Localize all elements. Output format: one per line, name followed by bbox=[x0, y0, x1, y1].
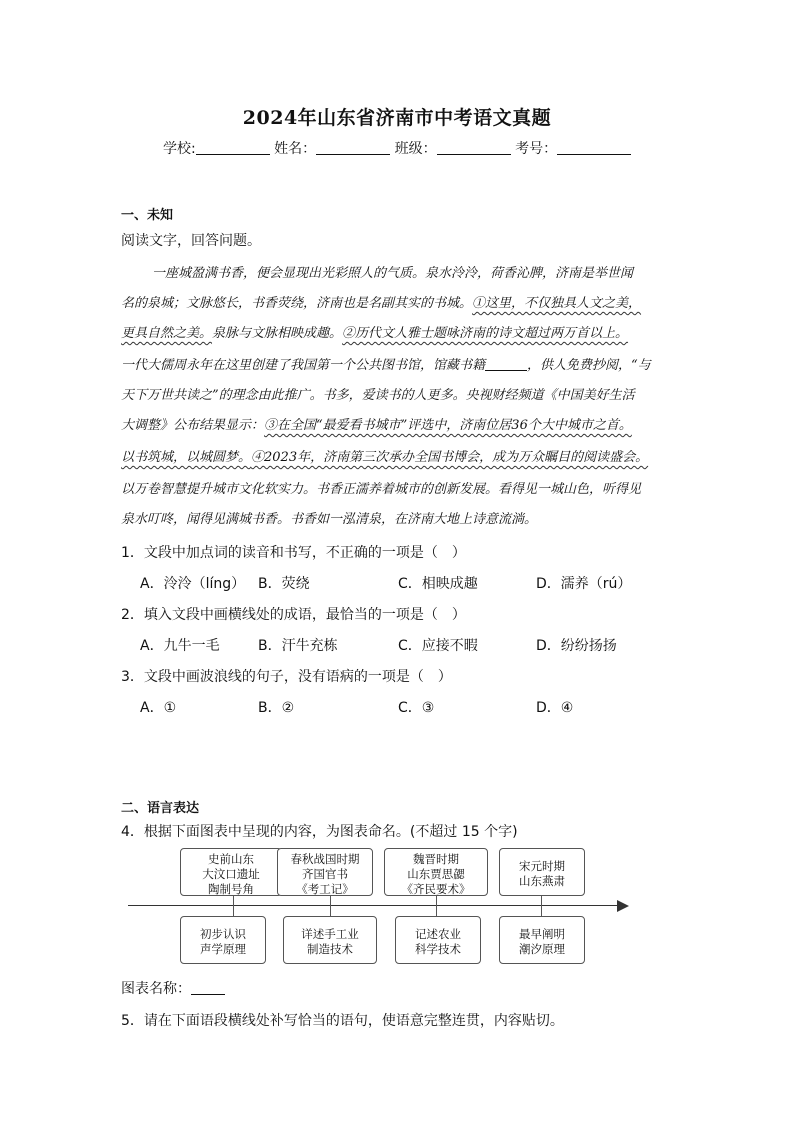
page-title: 2024年山东省济南市中考语文真题 bbox=[242, 107, 552, 129]
name-label: 姓名： bbox=[274, 141, 317, 157]
q3-option-c[interactable]: C．③ bbox=[398, 700, 435, 716]
passage-line-5: 天下万世共读之”的理念由此推广。书多，爱读书的人更多。央视财经频道《中国美好生活 bbox=[121, 388, 635, 403]
passage-text: 一代大儒周永年在这里创建了我国第一个公共图书馆，馆藏书籍 bbox=[121, 358, 486, 373]
question-1: 1．文段中加点词的读音和书写，不正确的一项是（ ） bbox=[121, 545, 466, 561]
passage-line-1: 一座城盈满书香，便会显现出光彩照人的气质。泉水泠泠，荷香沁脾，济南是举世闻 bbox=[152, 266, 634, 281]
timeline-bottom-box-1 bbox=[180, 916, 266, 964]
passage-line-3 bbox=[121, 322, 628, 341]
q2-option-c[interactable]: C．应接不暇 bbox=[398, 638, 478, 654]
chart-name-label: 图表名称： bbox=[121, 981, 191, 997]
timeline-arrow-icon bbox=[617, 900, 629, 912]
wavy-sentence-2: ②历代文人雅士题咏济南的诗文超过两万首以上。 bbox=[342, 326, 629, 341]
wavy-sentence-1-cont: 更具自然之美。 bbox=[121, 326, 213, 341]
timeline-top-box-4 bbox=[499, 848, 585, 896]
connector bbox=[233, 895, 234, 917]
box-line: 详述手工业 bbox=[301, 927, 359, 941]
passage-line-2 bbox=[121, 292, 641, 311]
box-line: 潮汐原理 bbox=[519, 942, 565, 956]
connector bbox=[541, 895, 542, 917]
timeline-axis bbox=[128, 905, 618, 906]
box-line: 魏晋时期 bbox=[413, 852, 459, 866]
timeline-top-box-1 bbox=[180, 848, 282, 896]
chart-name-row bbox=[121, 978, 225, 998]
section-heading-1: 一、未知 bbox=[121, 208, 174, 223]
class-label: 班级： bbox=[394, 141, 437, 157]
q3-option-a[interactable]: A．① bbox=[140, 700, 177, 716]
box-line: 大汶口遗址 bbox=[202, 867, 260, 881]
q2-option-b[interactable]: B．汗牛充栋 bbox=[258, 638, 338, 654]
idiom-blank[interactable] bbox=[485, 358, 527, 371]
passage-text: ，供人免费抄阅，“与 bbox=[527, 358, 651, 373]
box-line: 《齐民要术》 bbox=[401, 882, 471, 896]
connector bbox=[436, 895, 437, 917]
timeline-bottom-box-4 bbox=[499, 916, 585, 964]
passage-line-6 bbox=[121, 414, 632, 433]
timeline-bottom-box-3 bbox=[395, 916, 481, 964]
box-line: 春秋战国时期 bbox=[290, 852, 360, 866]
school-blank[interactable] bbox=[196, 140, 270, 155]
box-line: 科学技术 bbox=[415, 942, 461, 956]
question-4: 4．根据下面图表中呈现的内容，为图表命名。(不超过 15 个字) bbox=[121, 824, 518, 840]
wavy-sentence-3-cont: 以书筑城，以城圆梦。 bbox=[121, 450, 252, 465]
passage-text: 名的泉城；文脉悠长，书香荧绕，济南也是名副其实的书城。 bbox=[121, 296, 473, 311]
wavy-sentence-4: ④2023年，济南第三次承办全国书博会，成为万众瞩目的阅读盛会。 bbox=[251, 450, 649, 465]
q2-option-a[interactable]: A．九牛一毛 bbox=[140, 638, 220, 654]
box-line: 齐国官书 bbox=[302, 867, 348, 881]
q2-option-d[interactable]: D．纷纷扬扬 bbox=[536, 638, 617, 654]
passage-line-4 bbox=[121, 354, 651, 373]
question-3: 3．文段中画波浪线的句子，没有语病的一项是（ ） bbox=[121, 669, 452, 685]
wavy-sentence-3: ③在全国“最爱看书城市”评选中，济南位居36个大中城市之首。 bbox=[264, 418, 632, 433]
box-line: 记述农业 bbox=[415, 927, 461, 941]
timeline-top-box-2 bbox=[277, 848, 373, 896]
connector bbox=[330, 895, 331, 917]
q3-option-d[interactable]: D．④ bbox=[536, 700, 574, 716]
student-info-row bbox=[163, 138, 631, 158]
passage-line-8: 以万卷智慧提升城市文化软实力。书香正濡养着城市的创新发展。看得见一城山色，听得见 bbox=[121, 482, 642, 497]
exam-no-blank[interactable] bbox=[557, 140, 631, 155]
q1-option-d[interactable]: D．濡养（rú） bbox=[536, 576, 632, 592]
question-2: 2．填入文段中画横线处的成语，最恰当的一项是（ ） bbox=[121, 607, 466, 623]
box-line: 史前山东 bbox=[208, 852, 254, 866]
reading-instruction: 阅读文字，回答问题。 bbox=[121, 233, 261, 249]
q3-option-b[interactable]: B．② bbox=[258, 700, 295, 716]
exam-no-label: 考号： bbox=[515, 141, 558, 157]
passage-text: 泉脉与文脉相映成趣。 bbox=[212, 326, 343, 341]
timeline-bottom-box-2 bbox=[283, 916, 377, 964]
box-line: 声学原理 bbox=[200, 942, 246, 956]
box-line: 《考工记》 bbox=[296, 882, 354, 896]
section-heading-2: 二、语言表达 bbox=[121, 801, 200, 816]
box-line: 制造技术 bbox=[307, 942, 353, 956]
box-line: 山东燕肃 bbox=[519, 874, 565, 888]
question-5: 5．请在下面语段横线处补写恰当的语句，使语意完整连贯，内容贴切。 bbox=[121, 1013, 564, 1029]
q1-option-c[interactable]: C．相映成趣 bbox=[398, 576, 478, 592]
box-line: 初步认识 bbox=[200, 927, 246, 941]
box-line: 陶制号角 bbox=[208, 882, 254, 896]
q1-option-a[interactable]: A．泠泠（líng） bbox=[140, 576, 246, 592]
box-line: 宋元时期 bbox=[519, 859, 565, 873]
passage-line-9: 泉水叮咚，闻得见满城书香。书香如一泓清泉，在济南大地上诗意流淌。 bbox=[121, 512, 538, 527]
wavy-sentence-1: ①这里，不仅独具人文之美， bbox=[472, 296, 642, 311]
passage-text: 大调整》公布结果显示： bbox=[121, 418, 265, 433]
box-line: 山东贾思勰 bbox=[407, 867, 465, 881]
class-blank[interactable] bbox=[437, 140, 511, 155]
chart-name-blank[interactable] bbox=[191, 982, 225, 995]
box-line: 最早阐明 bbox=[519, 927, 565, 941]
q1-option-b[interactable]: B．荧绕 bbox=[258, 576, 310, 592]
school-label: 学校: bbox=[163, 141, 196, 157]
name-blank[interactable] bbox=[316, 140, 390, 155]
passage-line-7 bbox=[121, 446, 648, 465]
timeline-top-box-3 bbox=[384, 848, 488, 896]
